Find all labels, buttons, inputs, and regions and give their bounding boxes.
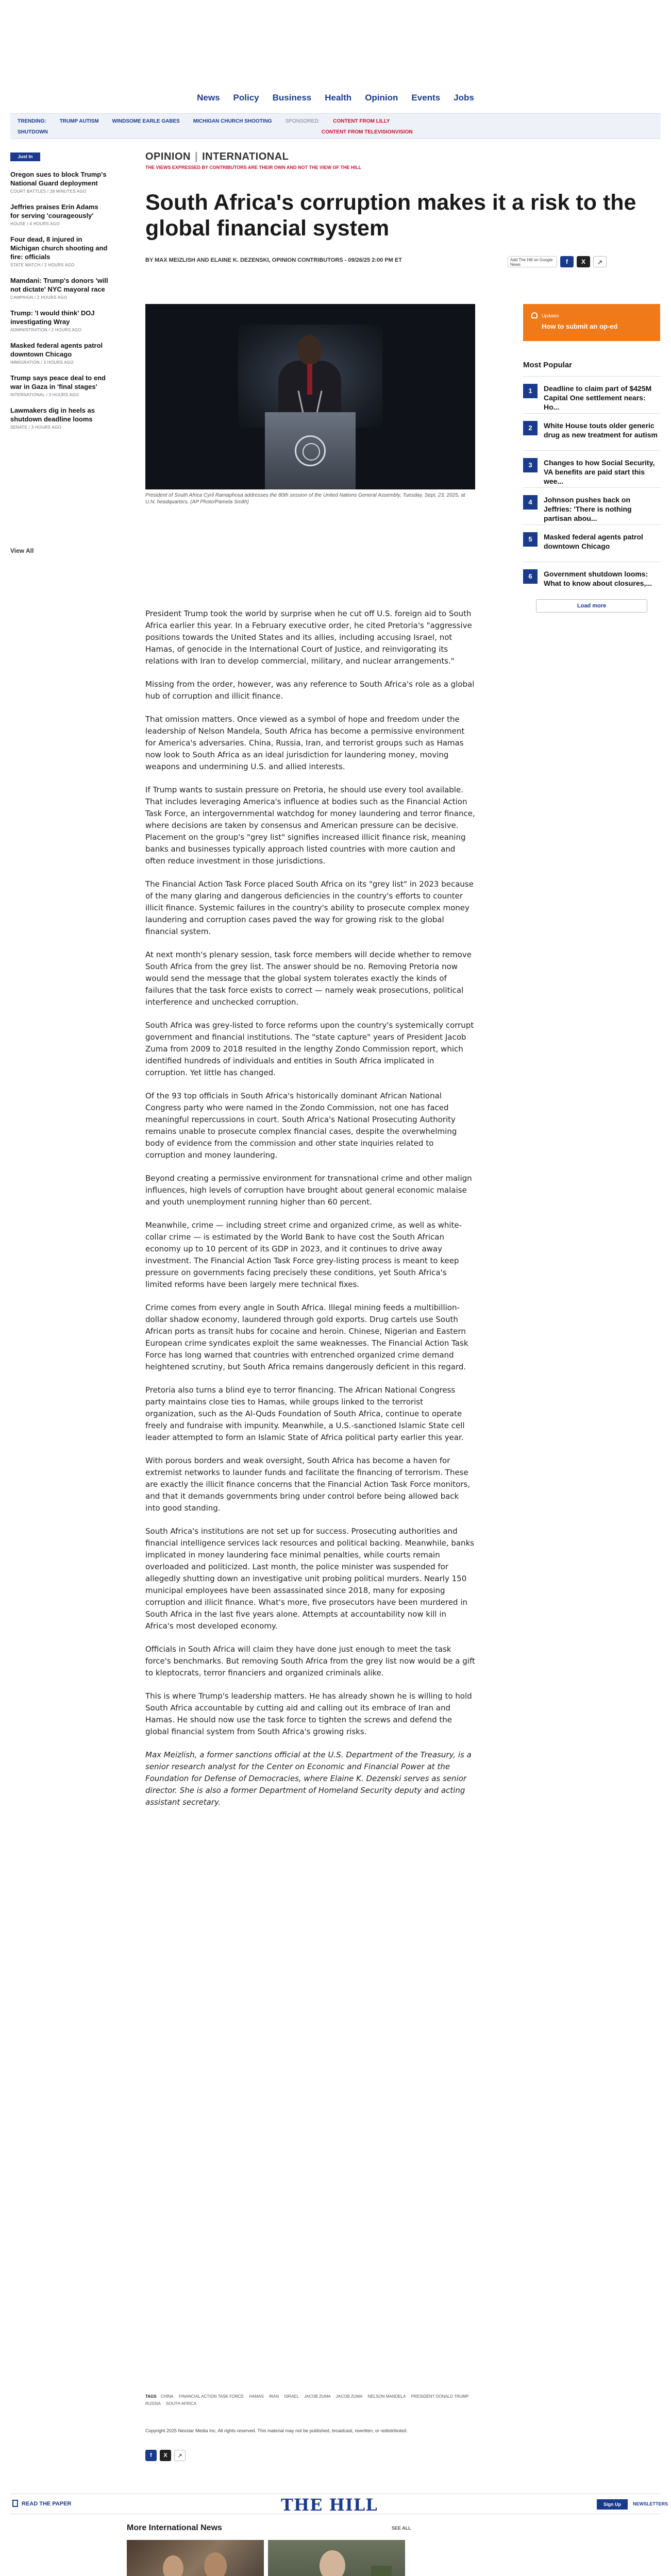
paper-bar	[10, 2494, 668, 2515]
rail-item[interactable]	[10, 309, 108, 332]
more-share-button[interactable]: ↗	[174, 2450, 186, 2461]
most-popular-item[interactable]	[523, 562, 660, 599]
most-popular-item[interactable]	[523, 376, 660, 413]
article-paragraph: At next month's plenary session, task force members will decide whether to remove South Africa from the grey list. The answer should be no. Removing Pretoria now would send the message that the global system tolerates exactly the kinds of failures that the task force exists to correct — namely weak prosecutions, political interference and unchecked corruption.	[145, 950, 472, 1007]
read-paper-link[interactable]: READ THE PAPER	[22, 2501, 72, 2507]
x-share-button[interactable]: X	[160, 2450, 171, 2461]
nav-events[interactable]: Events	[411, 93, 441, 103]
share-toolbar	[508, 256, 607, 267]
promo-eyebrow: Updates	[542, 313, 559, 318]
tag-link[interactable]: IRAN	[269, 2394, 279, 2399]
nav-business[interactable]: Business	[272, 93, 312, 103]
article-tags	[145, 2393, 475, 2408]
article-byline: BY MAX MEIZLISH AND ELAINE K. DEZENSKI, OPINION CONTRIBUTORS - 09/26/25 2:00 PM ET	[145, 257, 402, 263]
most-popular-title-link[interactable]: Changes to how Social Security, VA benefits are paid start this wee...	[544, 459, 655, 485]
just-in-rail	[10, 170, 108, 438]
tag-link[interactable]: JACOB ZUMA	[336, 2394, 363, 2399]
just-in-badge: Just In	[10, 152, 40, 161]
card-image[interactable]	[127, 2540, 264, 2576]
rank-badge: 5	[523, 532, 538, 547]
rank-badge: 6	[523, 569, 538, 584]
speaker-head	[298, 335, 322, 365]
rail-item-meta: ADMINISTRATION / 2 HOURS AGO	[10, 328, 82, 332]
breadcrumb-opinion[interactable]: OPINION	[145, 151, 191, 162]
article-paragraph: Of the 93 top officials in South Africa's historically dominant African National Congress party who were named in the Zondo Commission, not one has faced meaningful repercussions in court. South Africa's National Prosecuting Authority remains unable to prosecute complex financial cases, despite the overwhelming body of evidence from the commission and other state inquiries related to corruption and money laundering.	[145, 1091, 457, 1160]
trending-label: TRENDING:	[18, 118, 46, 124]
rail-item-title[interactable]: Oregon sues to block Trump's National Guard deployment	[10, 171, 107, 187]
more-share-button[interactable]: ↗	[593, 256, 607, 267]
rail-item-title[interactable]: Masked federal agents patrol downtown Chicago	[10, 342, 103, 358]
nav-news[interactable]: News	[197, 93, 220, 103]
news-card[interactable]	[127, 2540, 264, 2576]
facebook-share-button[interactable]: f	[145, 2450, 157, 2461]
rail-item[interactable]	[10, 341, 108, 365]
most-popular-title-link[interactable]: Johnson pushes back on Jeffries: 'There is nothing partisan abou...	[544, 496, 632, 522]
article-paragraph: If Trump wants to sustain pressure on Pretoria, he should use every tool available. That includes leveraging America's influence at bodies such as the Financial Action Task Force, an intergovernmental watchdog for money laundering and terror finance, where decisions are taken by consensus and American pressure can be decisive. Placement on the group's "grey list" signifies increased illicit finance risk, meaning banks and businesses typically approach listed countries with more caution and often reduce investment in those jurisdictions.	[145, 785, 475, 866]
newspaper-icon	[12, 2500, 18, 2507]
most-popular-item[interactable]	[523, 450, 660, 487]
article-paragraph: Officials in South Africa will claim they have done just enough to meet the task force's benchmarks. But removing South Africa from the grey list now would be a gift to kleptocrats, terror financiers and organized criminals alike.	[145, 1645, 475, 1677]
breadcrumb-international[interactable]: INTERNATIONAL	[202, 151, 289, 162]
tag-link[interactable]: PRESIDENT DONALD TRUMP	[411, 2394, 469, 2399]
tag-link[interactable]: SOUTH AFRICA	[166, 2401, 197, 2406]
rail-item[interactable]	[10, 406, 108, 430]
author-bio: Max Meizlish, a former sanctions official at the U.S. Department of the Treasury, is a senior research analyst for the Center on Economic and Financial Power at the Foundation for Defense of Democracies, where Elaine K. Dezenski serves as senior director. She is also a former Department of Homeland Security deputy and acting assistant secretary.	[145, 1750, 472, 1807]
rail-item[interactable]	[10, 202, 108, 226]
opinion-disclaimer: THE VIEWS EXPRESSED BY CONTRIBUTORS ARE THEIR OWN AND NOT THE VIEW OF THE HILL	[145, 165, 362, 170]
nav-jobs[interactable]: Jobs	[454, 93, 474, 103]
see-all-link[interactable]: SEE ALL	[392, 2526, 411, 2531]
un-emblem-icon	[295, 435, 326, 466]
trending-link[interactable]: TRUMP AUTISM	[59, 118, 99, 124]
card-image[interactable]	[268, 2540, 405, 2576]
rail-item-meta: CAMPAIGN / 2 HOURS AGO	[10, 295, 68, 300]
tags-label: TAGS	[145, 2394, 157, 2399]
article-body	[145, 608, 475, 1820]
sponsored-link[interactable]: CONTENT FROM TELEVISIONVISION	[321, 129, 413, 135]
rank-badge: 3	[523, 458, 538, 472]
rail-item-meta: COURT BATTLES / 28 MINUTES AGO	[10, 189, 87, 194]
hero-image	[145, 304, 475, 489]
sponsored-link[interactable]: CONTENT FROM LILLY	[333, 118, 390, 124]
rail-item-meta: STATE WATCH / 2 HOURS AGO	[10, 263, 75, 267]
rail-item-meta: SENATE / 3 HOURS AGO	[10, 425, 62, 430]
news-card[interactable]	[268, 2540, 405, 2576]
op-ed-promo[interactable]	[523, 304, 660, 341]
article-paragraph: Missing from the order, however, was any reference to South Africa's role as a global hub of corruption and illicit finance.	[145, 680, 475, 701]
rank-badge: 1	[523, 384, 538, 398]
the-hill-logo[interactable]: THE HILL	[281, 2495, 378, 2515]
view-all-link[interactable]: View All	[10, 547, 34, 554]
image-caption: President of South Africa Cyril Ramaphosa addresses the 80th session of the United Nations General Assembly, Tuesday, Sept. 23, 2025, at U.N. headquarters. (AP Photo/Pamela Smith)	[145, 493, 465, 505]
most-popular-title: Most Popular	[523, 361, 573, 369]
article-paragraph: Pretoria also turns a blind eye to terror financing. The African National Congress party maintains close ties to Hamas, while groups linked to the terrorist organization, such as the Al-Quds Foundation of South Africa, continue to operate freely and fundraise with impunity. Meanwhile, a U.S.-sanctioned Islamic State cell leader attempted to form an Islamic State of Africa political party earlier this year.	[145, 1385, 465, 1442]
rail-item-title[interactable]: Mamdani: Trump's donors 'will not dictate' NYC mayoral race	[10, 277, 108, 293]
rail-item-meta: IMMIGRATION / 3 HOURS AGO	[10, 360, 74, 365]
load-more-button[interactable]: Load more	[536, 599, 647, 613]
most-popular-item[interactable]	[523, 413, 660, 450]
rank-badge: 2	[523, 421, 538, 435]
rail-item-title[interactable]: Lawmakers dig in heels as shutdown deadline looms	[10, 406, 95, 423]
more-international-title: More International News	[127, 2523, 222, 2532]
article-headline: South Africa's corruption makes it a risk to the global financial system	[145, 190, 636, 241]
main-nav	[0, 93, 671, 105]
tag-link[interactable]: RUSSIA	[145, 2401, 161, 2406]
tag-link[interactable]: ISRAEL	[284, 2394, 299, 2399]
x-share-button[interactable]: X	[577, 256, 590, 267]
google-news-button[interactable]: Add The Hill on Google News	[508, 256, 557, 267]
article-paragraph: Meanwhile, crime — including street crime and organized crime, as well as white-collar crime — is estimated by the World Bank to have cost the South African economy up to 10 percent of its GDP in 2023, and it continues to drive away investment. The Financial Action Task Force grey-listing process is meant to keep pressure on governments facing precisely these conditions, yet South Africa's limited reforms have been largely mere technical fixes.	[145, 1221, 462, 1289]
tag-link[interactable]: CHINA	[160, 2394, 174, 2399]
speaker-tie	[307, 364, 312, 395]
most-popular-title-link[interactable]: Masked federal agents patrol downtown Chicago	[544, 533, 643, 550]
article-paragraph: Crime comes from every angle in South Africa. Illegal mining feeds a multibillion-dollar shadow economy, laundered through gold exports. Drug cartels use South African ports as transit hubs for cocaine and heroin. Chinese, Nigerian and Eastern European crime syndicates exploit the same weaknesses. The Financial Action Task Force has long warned that countries with entrenched organized crime demand heightened scrutiny, but South Africa remains dangerously deficient in this regard.	[145, 1303, 468, 1371]
breadcrumb-separator: |	[194, 151, 198, 162]
most-popular-item[interactable]	[523, 524, 660, 562]
share-toolbar-bottom	[145, 2450, 186, 2461]
most-popular-item[interactable]	[523, 487, 660, 524]
rail-item-title[interactable]: Jeffries praises Erin Adams for serving 'courageously'	[10, 203, 98, 219]
nav-opinion[interactable]: Opinion	[365, 93, 398, 103]
most-popular-list	[523, 376, 660, 599]
rank-badge: 4	[523, 495, 538, 510]
rail-item-title[interactable]: Trump: 'I would think' DOJ investigating Wray	[10, 309, 95, 326]
rail-item[interactable]	[10, 235, 108, 267]
rail-item[interactable]	[10, 374, 108, 397]
promo-link[interactable]: How to submit an op-ed	[542, 323, 618, 330]
tag-link[interactable]: NELSON MANDELA	[367, 2394, 406, 2399]
article-paragraph: The Financial Action Task Force placed South Africa on its "grey list" in 2023 because of the many glaring and dangerous deficiencies in the country's efforts to counter illicit finance. Systemic failures in the country's ability to prosecute complex money laundering and corruption cases paved the way for growing risk to the global financial system.	[145, 879, 474, 936]
article-paragraph: With porous borders and weak oversight, South Africa has become a haven for extremist networks to launder funds and facilitate the financing of terrorism. These are exactly the illicit finance concerns that the Financial Action Task Force monitors, and that it demands governments bring under control before being allowed back into good standing.	[145, 1456, 470, 1513]
article-paragraph: That omission matters. Once viewed as a symbol of hope and freedom under the leadership of Nelson Mandela, South Africa has become a permissive environment for America's adversaries. China, Russia, Iran, and terrorist groups such as Hamas now look to South Africa as an ideal jurisdiction for laundering money, moving weapons and undermining U.S. and allied interests.	[145, 715, 465, 771]
nav-policy[interactable]: Policy	[233, 93, 259, 103]
sponsored-label: SPONSORED:	[285, 118, 320, 124]
rail-item-meta: INTERNATIONAL / 3 HOURS AGO	[10, 393, 79, 397]
facebook-share-button[interactable]: f	[560, 256, 574, 267]
rail-item[interactable]	[10, 170, 108, 194]
rail-item-meta: HOUSE / 4 HOURS AGO	[10, 222, 60, 226]
tag-link[interactable]: JACOB ZUMA	[304, 2394, 331, 2399]
tag-link[interactable]: FINANCIAL ACTION TASK FORCE	[179, 2394, 244, 2399]
article-paragraph: South Africa's institutions are not set up for success. Prosecuting authorities and financial intelligence services lack resources and political backing. Meanwhile, banks implicated in money laundering face minimal penalties, while courts remain overloaded and politicized. Last month, the police minister was suspended for allegedly shutting down an investigative unit probing political murders. Nearly 150 municipal employees have been assassinated since 2018, many for exposing corruption and illicit finance. What's more, five prosecutors have been murdered in South Africa in the last five years alone. Attempts at accountability now kill in Africa's most developed economy.	[145, 1527, 475, 1631]
trending-link[interactable]: WINDSOME EARLE GABES	[112, 118, 180, 124]
trending-bar	[10, 113, 661, 139]
trending-link[interactable]: MICHIGAN CHURCH SHOOTING	[193, 118, 272, 124]
article-paragraph: President Trump took the world by surprise when he cut off U.S. foreign aid to South Africa earlier this year. In a February executive order, he cited Pretoria's "aggressive positions towards the United States and its allies, including accusing Israel, not Hamas, of genocide in the International Court of Justice, and reinvigorating its relations with Iran to develop commercial, military, and nuclear arrangements."	[145, 609, 472, 666]
bell-icon	[531, 312, 538, 318]
most-popular-title-link[interactable]: Deadline to claim part of $425M Capital One settlement nears: Ho...	[544, 384, 652, 411]
tag-link[interactable]: HAMAS	[249, 2394, 264, 2399]
article-paragraph: South Africa was grey-listed to force reforms upon the country's systemically corrupt government and financial institutions. The "state capture" years of President Jacob Zuma from 2009 to 2018 resulted in the lengthy Zondo Commission report, which identified hundreds of individuals and entities in South Africa implicated in corruption. Yet little has changed.	[145, 1021, 474, 1077]
rail-item[interactable]	[10, 276, 108, 300]
nav-health[interactable]: Health	[325, 93, 352, 103]
section-breadcrumb	[145, 151, 289, 163]
trending-link[interactable]: SHUTDOWN	[18, 129, 48, 135]
newsletters-link[interactable]: NEWSLETTERS	[633, 2501, 668, 2506]
sign-up-button[interactable]: Sign Up	[597, 2499, 628, 2510]
most-popular-title-link[interactable]: Government shutdown looms: What to know about closures,...	[544, 570, 652, 587]
article-paragraph: This is where Trump's leadership matters. He has already shown he is willing to hold South Africa accountable by cutting aid and calling out its embrace of Iran and Hamas. He should now use the task force to tighten the screws and defend the global financial system from South Africa's growing risks.	[145, 1691, 472, 1736]
rail-item-title[interactable]: Trump says peace deal to end war in Gaza in 'final stages'	[10, 374, 106, 391]
rail-item-title[interactable]: Four dead, 8 injured in Michigan church shooting and fire: officials	[10, 235, 108, 261]
copyright-notice: Copyright 2025 Nexstar Media Inc. All rights reserved. This material may not be published, broadcast, rewritten, or redistributed.	[145, 2428, 408, 2433]
most-popular-title-link[interactable]: White House touts older generic drug as new treatment for autism	[544, 421, 658, 439]
article-paragraph: Beyond creating a permissive environment for transnational crime and other malign influences, high levels of corruption have brought about general economic malaise and youth unemployment running higher than 60 percent.	[145, 1174, 472, 1207]
